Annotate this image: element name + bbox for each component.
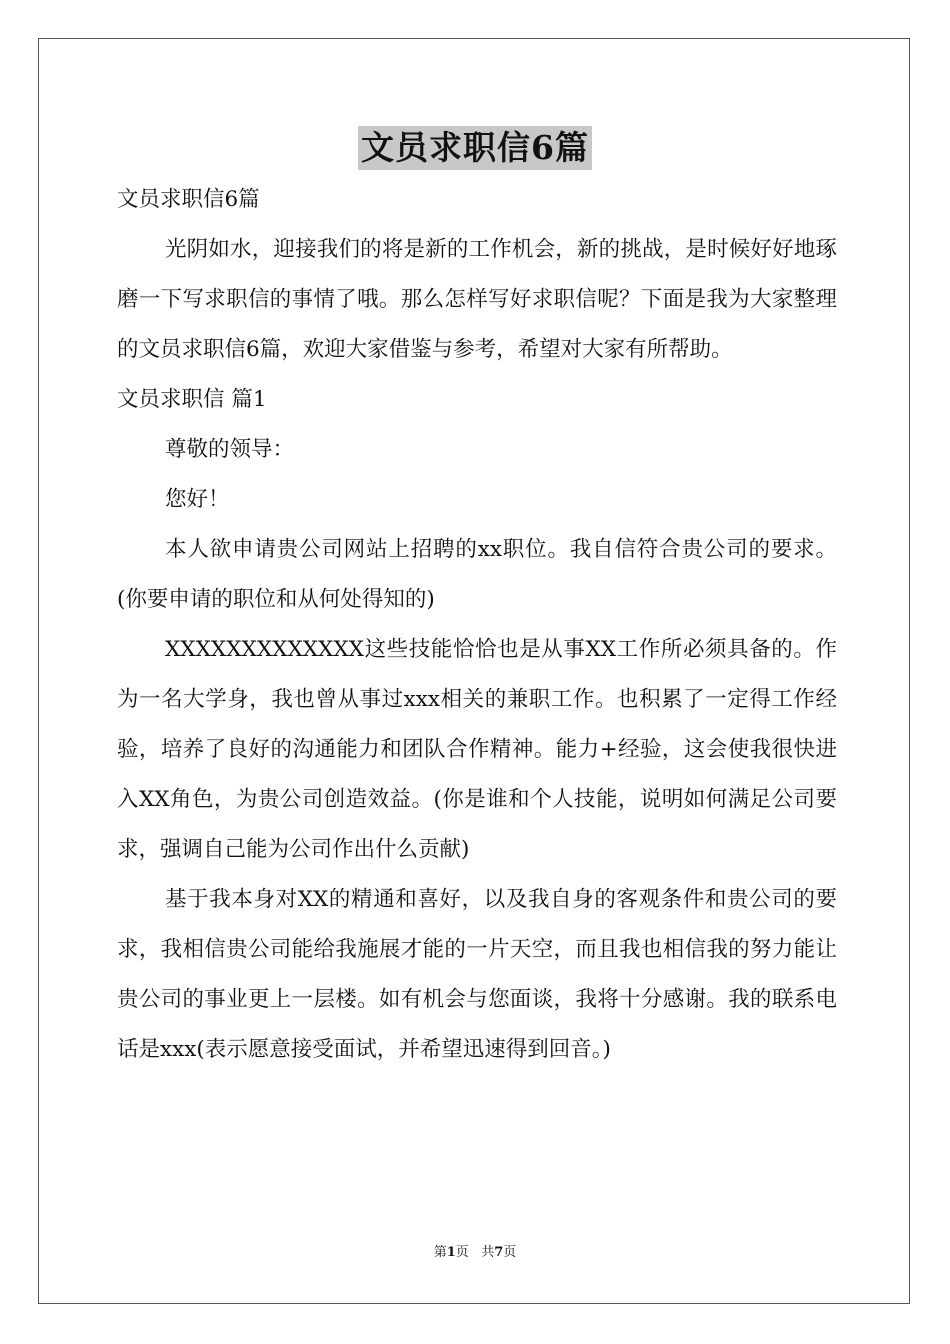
paragraph: 光阴如水，迎接我们的将是新的工作机会，新的挑战，是时候好好地琢磨一下写求职信的事情了哦。那么怎样写好求职信呢？下面是我为大家整理的文员求职信6篇，欢迎大家借鉴与参考，希望对大家有所帮助。	[117, 237, 837, 362]
document-body	[117, 175, 837, 1075]
paragraph: 基于我本身对XX的精通和喜好，以及我自身的客观条件和贵公司的要求，我相信贵公司能给我施展才能的一片天空，而且我也相信我的努力能让贵公司的事业更上一层楼。如有机会与您面谈，我将十分感谢。我的联系电话是xxx(表示愿意接受面试，并希望迅速得到回音。)	[117, 887, 837, 1062]
title-container	[0, 126, 950, 170]
document-title: 文员求职信6篇	[358, 126, 592, 170]
page-prefix: 第	[433, 1245, 447, 1260]
page-suffix: 页	[455, 1245, 469, 1260]
paragraph: 文员求职信6篇	[117, 187, 260, 212]
salutation: 尊敬的领导：	[165, 437, 295, 462]
total-prefix: 共	[481, 1245, 495, 1260]
page-number: 1	[446, 1245, 456, 1260]
total-suffix: 页	[503, 1245, 517, 1260]
paragraph: XXXXXXXXXXXXX这些技能恰恰也是从事XX工作所必须具备的。作为一名大学身，我也曾从事过xxx相关的兼职工作。也积累了一定得工作经验，培养了良好的沟通能力和团队合作精神。能力+经验，这会使我很快进入XX角色，为贵公司创造效益。(你是谁和个人技能，说明如何满足公司要求，强调自己能为公司作出什么贡献)	[117, 637, 837, 862]
paragraph: 本人欲申请贵公司网站上招聘的xx职位。我自信符合贵公司的要求。(你要申请的职位和从何处得知的)	[117, 537, 837, 612]
greeting: 您好！	[165, 487, 230, 512]
page-footer	[0, 1244, 950, 1262]
section-heading: 文员求职信 篇1	[117, 387, 267, 412]
total-pages: 7	[494, 1245, 504, 1260]
